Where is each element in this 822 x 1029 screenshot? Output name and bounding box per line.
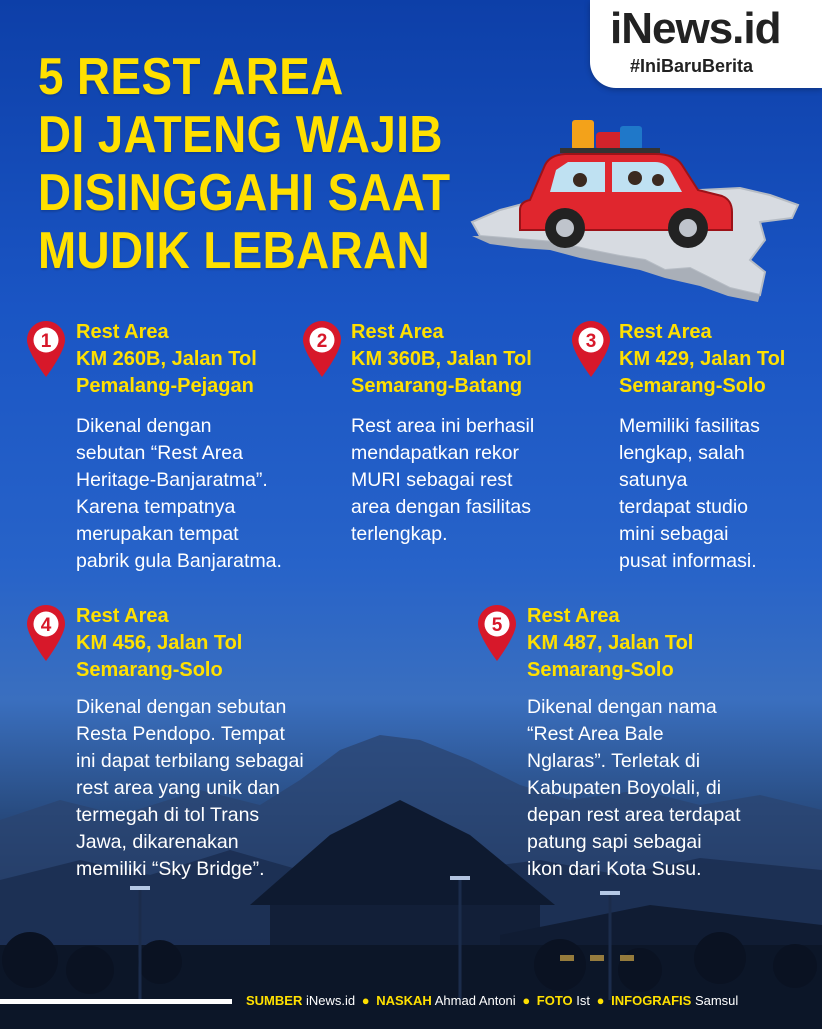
separator-dot: ● xyxy=(361,993,370,1008)
separator-dot: ● xyxy=(596,993,605,1008)
brand-tagline: #IniBaruBerita xyxy=(630,56,754,76)
rest-area-heading xyxy=(76,603,242,684)
title-line: DI JATENG WAJIB xyxy=(38,106,443,164)
map-pin-icon xyxy=(571,320,611,378)
infografis-value: Samsul xyxy=(694,993,739,1008)
car-on-map-illustration xyxy=(460,110,810,310)
credits-footer xyxy=(246,993,738,1008)
heading-line: Semarang-Batang xyxy=(351,375,523,397)
map-pin-icon xyxy=(26,604,66,662)
separator-dot: ● xyxy=(522,993,531,1008)
rest-area-heading xyxy=(351,319,532,400)
pin-number: 4 xyxy=(40,615,52,636)
pin-number: 1 xyxy=(40,331,52,352)
title-line: 5 REST AREA xyxy=(38,48,344,106)
naskah-label: NASKAH xyxy=(376,993,432,1008)
foto-label: FOTO xyxy=(536,993,573,1008)
title-line: DISINGGAHI SAAT xyxy=(38,164,451,222)
rest-area-description: Rest area ini berhasil mendapatkan rekor MURI sebagai rest area dengan fasilitas terlengkap. xyxy=(351,415,535,545)
heading-line: Rest Area xyxy=(351,321,444,343)
rest-area-heading xyxy=(76,319,257,400)
heading-line: KM 360B, Jalan Tol xyxy=(351,348,532,370)
heading-line: Rest Area xyxy=(76,605,169,627)
heading-line: KM 429, Jalan Tol xyxy=(619,348,786,370)
heading-line: KM 487, Jalan Tol xyxy=(527,632,694,654)
heading-line: KM 260B, Jalan Tol xyxy=(76,348,257,370)
foto-value: Ist xyxy=(576,993,591,1008)
sumber-label: SUMBER xyxy=(246,993,303,1008)
heading-line: Rest Area xyxy=(527,605,620,627)
rest-area-description: Dikenal dengan sebutan “Rest Area Heritage-Banjaratma”. Karena tempatnya merupakan tempat pabrik gula Banjaratma. xyxy=(76,415,282,572)
sumber-value: iNews.id xyxy=(305,993,356,1008)
pin-number: 2 xyxy=(316,331,328,352)
rest-area-description: Dikenal dengan nama “Rest Area Bale Nglaras”. Terletak di Kabupaten Boyolali, di depan rest area terdapat patung sapi sebagai ikon dari Kota Susu. xyxy=(527,696,741,880)
footer-divider xyxy=(0,999,232,1004)
title-line: MUDIK LEBARAN xyxy=(38,222,431,280)
rest-area-heading xyxy=(619,319,785,400)
rest-area-description: Memiliki fasilitas lengkap, salah satunya terdapat studio mini sebagai pusat informasi. xyxy=(619,415,760,572)
heading-line: Pemalang-Pejagan xyxy=(76,375,254,397)
heading-line: Rest Area xyxy=(76,321,169,343)
heading-line: KM 456, Jalan Tol xyxy=(76,632,243,654)
brand-box xyxy=(590,0,822,88)
inews-logo: iNews.id xyxy=(610,4,781,53)
heading-line: Semarang-Solo xyxy=(527,659,674,681)
pin-number: 3 xyxy=(585,331,597,352)
page-title xyxy=(38,48,452,280)
naskah-value: Ahmad Antoni xyxy=(434,993,516,1008)
map-pin-icon xyxy=(477,604,517,662)
heading-line: Semarang-Solo xyxy=(76,659,223,681)
rest-area-heading xyxy=(527,603,693,684)
heading-line: Rest Area xyxy=(619,321,712,343)
pin-number: 5 xyxy=(491,615,503,636)
car-icon xyxy=(520,120,732,248)
heading-line: Semarang-Solo xyxy=(619,375,766,397)
rest-area-description: Dikenal dengan sebutan Resta Pendopo. Tempat ini dapat terbilang sebagai rest area yang unik dan termegah di tol Trans Jawa, dikarenakan memiliki “Sky Bridge”. xyxy=(76,696,304,880)
infografis-label: INFOGRAFIS xyxy=(611,993,692,1008)
map-pin-icon xyxy=(26,320,66,378)
map-pin-icon xyxy=(302,320,342,378)
